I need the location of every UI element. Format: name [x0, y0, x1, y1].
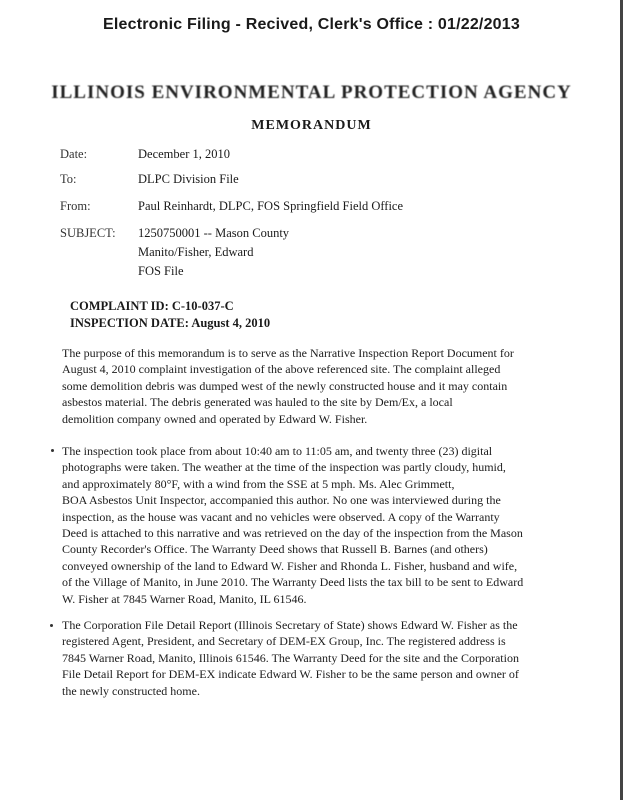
scan-speck — [50, 624, 53, 627]
paragraph-line: August 4, 2010 complaint investigation of the above referenced site. The complaint alleged — [62, 362, 501, 377]
paragraph-line: asbestos material. The debris generated was hauled to the site by Dem/Ex, a local — [62, 395, 453, 410]
to-value: DLPC Division File — [138, 172, 239, 186]
memo-title: MEMORANDUM — [251, 118, 372, 133]
from-row — [60, 199, 403, 214]
paragraph-line: File Detail Report for DEM-EX indicate Edward W. Fisher to be the same person and owner of — [62, 667, 519, 682]
scan-speck — [51, 449, 54, 452]
filing-banner: Electronic Filing - Recived, Clerk's Office : 01/22/2013 — [103, 16, 520, 33]
paragraph-line: The purpose of this memorandum is to serve as the Narrative Inspection Report Document for — [62, 346, 514, 360]
paragraph-line: some demolition debris was dumped west of the newly constructed house and it may contain — [62, 378, 508, 393]
date-value: December 1, 2010 — [138, 147, 230, 161]
paragraph-line: registered Agent, President, and Secretary of DEM-EX Group, Inc. The registered address is — [62, 634, 506, 649]
subject-line: 1250750001 -- Mason County — [138, 226, 290, 240]
paragraph-line: BOA Asbestos Unit Inspector, accompanied this author. No one was interviewed during the — [62, 493, 501, 508]
paragraph-corporation — [62, 617, 552, 699]
subject-value — [138, 226, 289, 283]
paragraph-line: photographs were taken. The weather at the time of the inspection was partly cloudy, humid, — [62, 460, 506, 475]
subject-row — [60, 226, 289, 283]
paragraph-line: W. Fisher at 7845 Warner Road, Manito, IL 61546. — [62, 591, 307, 606]
subject-label: SUBJECT: — [60, 226, 116, 240]
from-value: Paul Reinhardt, DLPC, FOS Springfield Field Office — [138, 199, 404, 213]
inspection-date: INSPECTION DATE: August 4, 2010 — [70, 316, 271, 330]
date-label: Date: — [60, 147, 88, 161]
paragraph-line: the newly constructed home. — [62, 683, 200, 698]
to-row — [60, 172, 239, 187]
paragraph-line: The Corporation File Detail Report (Illinois Secretary of State) shows Edward W. Fisher as the — [62, 618, 518, 632]
paragraph-inspection — [62, 443, 552, 607]
paragraph-line: County Recorder's Office. The Warranty Deed shows that Russell B. Barnes (and others) — [62, 542, 488, 557]
paragraph-line: inspection, as the house was vacant and no vehicles were observed. A copy of the Warranty — [62, 509, 500, 524]
paragraph-line: and approximately 80°F, with a wind from the SSE at 5 mph. Ms. Alec Grimmett, — [62, 476, 455, 491]
paragraph-line: Deed is attached to this narrative and was retrieved on the day of the inspection from the Mason — [62, 526, 523, 541]
date-row — [60, 147, 230, 162]
subject-line: FOS File — [138, 264, 184, 278]
paragraph-line: of the Village of Manito, in June 2010. The Warranty Deed lists the tax bill to be sent to Edward — [62, 575, 524, 590]
paragraph-purpose — [62, 345, 552, 427]
paragraph-line: 7845 Warner Road, Manito, Illinois 61546. The Warranty Deed for the site and the Corporation — [62, 650, 519, 665]
complaint-block — [70, 299, 270, 333]
subject-line: Manito/Fisher, Edward — [138, 245, 254, 259]
complaint-id: COMPLAINT ID: C-10-037-C — [70, 299, 234, 313]
paragraph-line: conveyed ownership of the land to Edward W. Fisher and Rhonda L. Fisher, husband and wife, — [62, 558, 518, 573]
agency-letterhead: ILLINOIS ENVIRONMENTAL PROTECTION AGENCY — [51, 82, 572, 103]
to-label: To: — [60, 172, 77, 186]
from-label: From: — [60, 199, 91, 213]
paragraph-line: demolition company owned and operated by Edward W. Fisher. — [62, 411, 368, 426]
paragraph-line: The inspection took place from about 10:40 am to 11:05 am, and twenty three (23) digital — [62, 444, 493, 458]
